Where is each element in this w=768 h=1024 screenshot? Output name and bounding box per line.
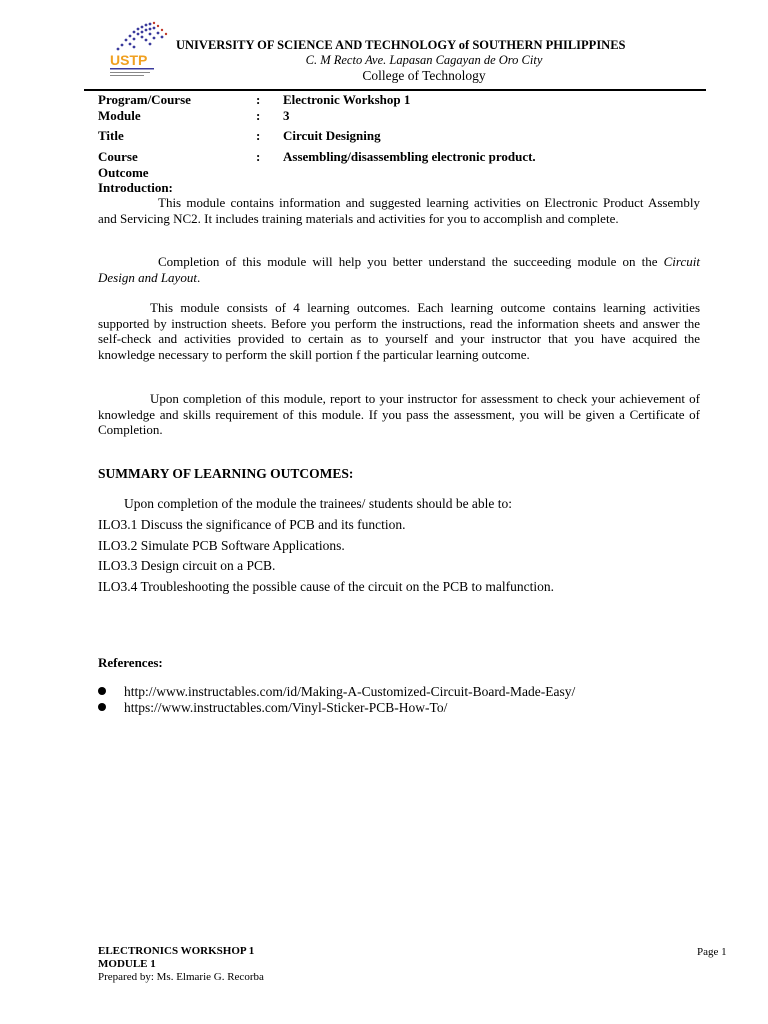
intro-p2-text: Completion of this module will help you better understand the succeeding module on the — [158, 254, 664, 269]
introduction-heading: Introduction: — [98, 180, 173, 195]
summary-heading: SUMMARY OF LEARNING OUTCOMES: — [98, 466, 354, 481]
info-label: Program/Course — [98, 92, 191, 107]
info-label: Module — [98, 108, 141, 123]
bullet-icon — [98, 687, 106, 695]
intro-paragraph-1: This module contains information and suggested learning activities on Electronic Product Assembly and Servicing NC2. It includes training materials and activities for you to accomplish and complete. — [98, 195, 700, 226]
learning-outcome-item: ILO3.4 Troubleshooting the possible cause of the circuit on the PCB to malfunction. — [98, 579, 554, 594]
info-label: Course Outcome — [98, 149, 149, 180]
info-colon: : — [256, 108, 261, 123]
bullet-icon — [98, 703, 106, 711]
intro-p2-italic: Circuit Design and Layout — [98, 254, 700, 285]
intro-paragraph-4: Upon completion of this module, report to your instructor for assessment to check your achievement of knowledge and skills requirement of this module. If you pass the assessment, you will be given a Certificate of Completion. — [98, 391, 700, 437]
reference-link[interactable]: http://www.instructables.com/id/Making-A-Customized-Circuit-Board-Made-Easy/ — [124, 684, 576, 699]
summary-intro: Upon completion of the module the trainees/ students should be able to: — [124, 496, 513, 511]
college-name: College of Technology — [362, 68, 486, 83]
footer-course: ELECTRONICS WORKSHOP 1 — [98, 945, 255, 957]
info-colon: : — [256, 149, 261, 164]
intro-paragraph-2 — [98, 254, 700, 285]
page-number: Page 1 — [697, 946, 727, 958]
university-name: UNIVERSITY OF SCIENCE AND TECHNOLOGY of SOUTHERN PHILIPPINES — [176, 38, 626, 52]
info-label: Title — [98, 128, 124, 143]
footer-author: Prepared by: Ms. Elmarie G. Recorba — [98, 971, 264, 983]
logo-text: USTP — [110, 52, 148, 68]
info-value: 3 — [283, 108, 290, 123]
reference-link[interactable]: https://www.instructables.com/Vinyl-Sticker-PCB-How-To/ — [124, 700, 448, 715]
reference-item — [98, 700, 447, 716]
intro-p2-end: . — [196, 269, 201, 285]
learning-outcome-item: ILO3.2 Simulate PCB Software Applications. — [98, 538, 345, 553]
info-colon: : — [256, 92, 261, 107]
footer-module: MODULE 1 — [98, 958, 156, 970]
info-value: Assembling/disassembling electronic product. — [283, 149, 536, 164]
university-address: C. M Recto Ave. Lapasan Cagayan de Oro City — [305, 53, 543, 67]
footer-prepared-by — [98, 971, 264, 984]
reference-item — [98, 684, 575, 700]
info-value: Circuit Designing — [283, 128, 381, 143]
info-value: Electronic Workshop 1 — [283, 92, 411, 107]
learning-outcome-item: ILO3.1 Discuss the significance of PCB and its function. — [98, 517, 406, 532]
header-divider — [84, 89, 706, 91]
intro-paragraph-3: This module consists of 4 learning outcomes. Each learning outcome contains learning activities supported by instruction sheets. Before you perform the instructions, read the information sheets and answer the self-check and activities provided to certain as to yourself and your instructor that you have acquired the knowledge necessary to perform the skill portion f the particular learning outcome. — [98, 300, 700, 362]
learning-outcome-item: ILO3.3 Design circuit on a PCB. — [98, 558, 276, 573]
references-heading: References: — [98, 655, 163, 670]
info-colon: : — [256, 128, 261, 143]
